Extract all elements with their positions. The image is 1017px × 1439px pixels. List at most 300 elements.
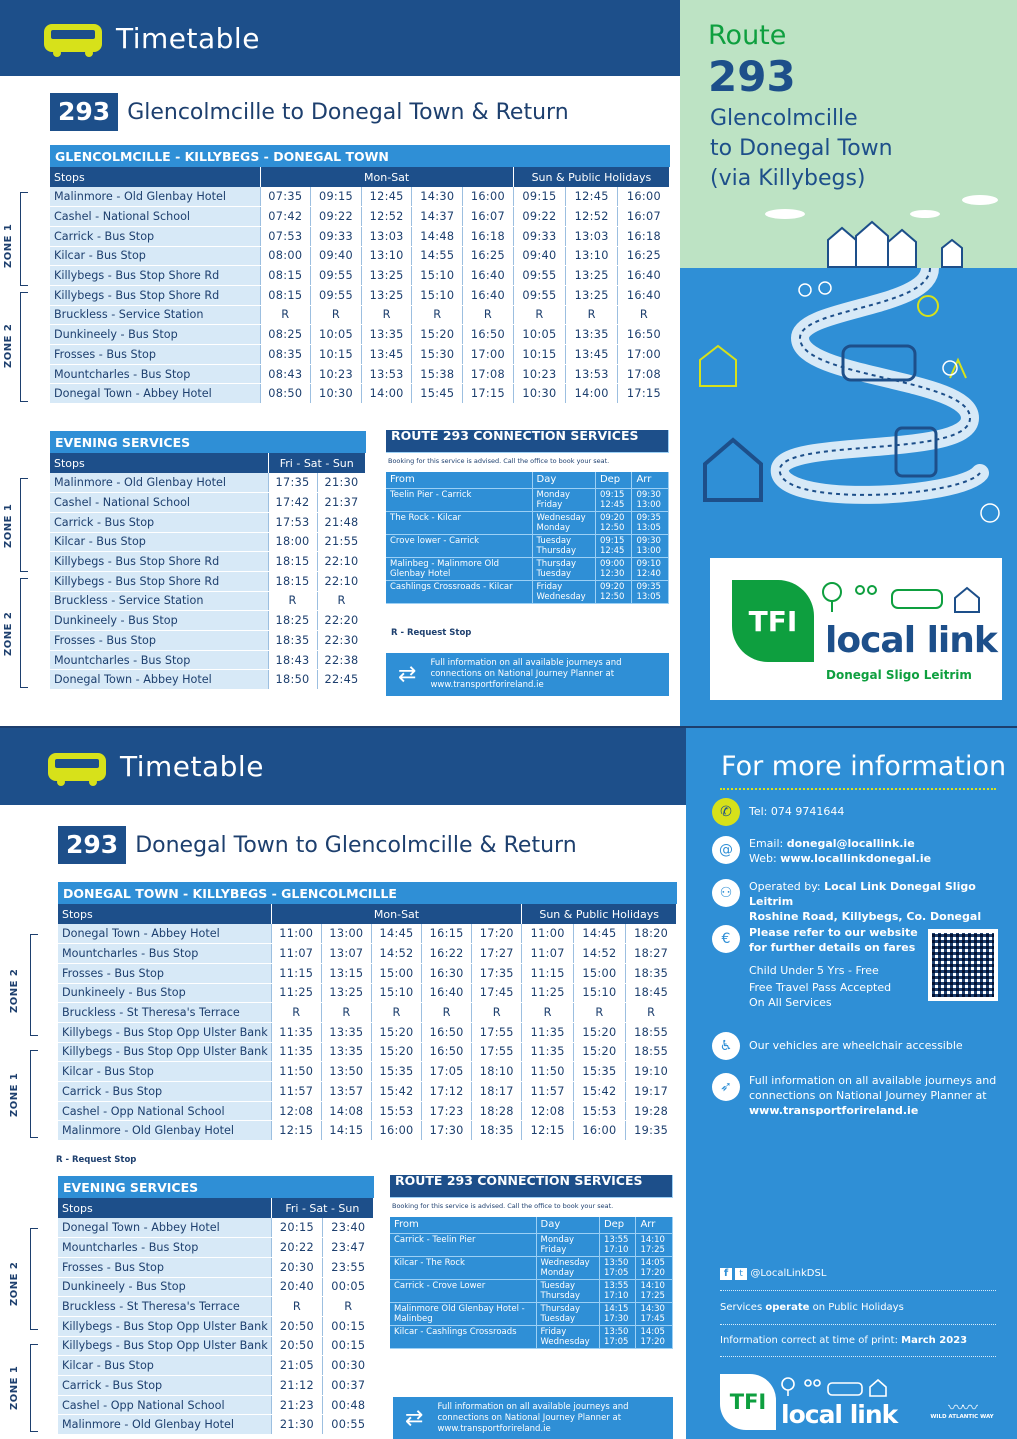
stop-name: Malinmore - Old Glenbay Hotel — [58, 1121, 271, 1141]
stop-name: Bruckless - Service Station — [50, 305, 260, 325]
table-row — [58, 1101, 677, 1121]
stop-name: Killybegs - Bus Stop Opp Ulster Bank — [58, 1022, 271, 1042]
time-cell: 11:50 — [271, 1062, 321, 1082]
stop-name: Bruckless - St Theresa's Terrace — [58, 1003, 271, 1023]
stop-name: Killybegs - Bus Stop Opp Ulster Bank — [58, 1336, 271, 1356]
zone-1-bracket — [20, 192, 28, 286]
connection-row — [390, 1280, 673, 1303]
time-cell: 14:00 — [361, 384, 412, 404]
time-cell: 00:55 — [323, 1415, 374, 1435]
time-cell: 00:30 — [323, 1356, 374, 1376]
timetable-evening — [58, 1176, 374, 1435]
time-cell: 09:22 — [311, 207, 362, 227]
connection-col: Arr — [632, 472, 669, 489]
time-cell: 13:35 — [566, 325, 618, 345]
time-cell: 23:47 — [323, 1238, 374, 1258]
time-cell: 13:25 — [566, 285, 618, 305]
time-cell: R — [317, 591, 365, 611]
divider — [720, 1324, 996, 1325]
stop-name: Donegal Town - Abbey Hotel — [58, 924, 271, 944]
table-row — [50, 532, 366, 552]
time-cell: 07:42 — [260, 207, 311, 227]
time-cell: 21:30 — [271, 1415, 322, 1435]
time-cell: 23:40 — [323, 1218, 374, 1238]
time-cell: 14:30 — [412, 187, 463, 207]
phone-icon: ✆ — [712, 798, 740, 826]
connection-cell: 13:50 17:05 — [599, 1326, 636, 1349]
time-cell: 13:25 — [361, 285, 412, 305]
time-cell: 15:38 — [412, 364, 463, 384]
table-row — [50, 591, 366, 611]
time-cell: 17:23 — [422, 1101, 472, 1121]
time-cell: 17:08 — [463, 364, 514, 384]
table-row — [50, 473, 366, 493]
time-cell: 08:25 — [260, 325, 311, 345]
time-cell: 19:10 — [625, 1062, 676, 1082]
connection-cell: Malinbeg - Malinmore Old Glenbay Hotel — [386, 558, 532, 581]
route-desc-line: (via Killybegs) — [710, 166, 866, 191]
stop-name: Kilcar - Bus Stop — [50, 246, 260, 266]
wheelchair-icon: ♿ — [712, 1032, 740, 1060]
time-cell: 22:30 — [317, 631, 365, 651]
col-group-b: Sun & Public Holidays — [522, 904, 677, 924]
bus-icon — [44, 24, 102, 52]
time-cell: 09:40 — [513, 246, 565, 266]
time-cell: 16:07 — [463, 207, 514, 227]
table-row — [50, 512, 366, 532]
time-cell: 17:55 — [472, 1022, 522, 1042]
connection-cell: Carrick - Teelin Pier — [390, 1234, 536, 1257]
zone-2-label: ZONE 2 — [3, 611, 14, 656]
time-cell: 13:25 — [566, 266, 618, 286]
arrows-icon: ⇄ — [398, 662, 417, 687]
time-cell: 17:12 — [422, 1082, 472, 1102]
table-row — [50, 670, 366, 690]
time-cell: 11:50 — [522, 1062, 574, 1082]
connection-cell: Carrick - Crove Lower — [390, 1280, 536, 1303]
brand-name: local link — [825, 620, 997, 661]
connection-cell: The Rock - Kilcar — [386, 512, 532, 535]
connection-row — [386, 535, 669, 558]
operator-row — [712, 879, 1002, 924]
time-cell: 13:45 — [566, 345, 618, 365]
time-cell: 13:53 — [361, 364, 412, 384]
time-cell: 17:53 — [268, 512, 317, 532]
connection-cell: Thursday Tuesday — [532, 558, 595, 581]
connection-row — [390, 1303, 673, 1326]
request-stop-note: R - Request Stop — [391, 628, 472, 638]
time-cell: 20:30 — [271, 1257, 322, 1277]
time-cell: 13:35 — [321, 1042, 371, 1062]
phone-row — [712, 798, 1002, 826]
stop-name: Carrick - Bus Stop — [58, 1376, 271, 1396]
stop-name: Dunkineely - Bus Stop — [50, 325, 260, 345]
time-cell: 09:40 — [311, 246, 362, 266]
twitter-icon[interactable]: t — [735, 1268, 747, 1280]
connection-cell: Wednesday Monday — [536, 1257, 599, 1280]
time-cell: 09:55 — [513, 285, 565, 305]
time-cell: 13:03 — [361, 226, 412, 246]
time-cell: 08:15 — [260, 266, 311, 286]
time-cell: R — [412, 305, 463, 325]
time-cell: R — [574, 1003, 626, 1023]
table-row — [58, 1356, 374, 1376]
time-cell: R — [625, 1003, 676, 1023]
time-cell: R — [268, 591, 317, 611]
connection-row — [386, 512, 669, 535]
zone-1-label: ZONE 1 — [3, 503, 14, 548]
connection-row — [386, 489, 669, 512]
time-cell: 18:20 — [625, 924, 676, 944]
time-cell: 14:15 — [321, 1121, 371, 1141]
time-cell: 13:50 — [321, 1062, 371, 1082]
time-cell: 16:00 — [371, 1121, 421, 1141]
time-cell: 15:00 — [574, 963, 626, 983]
route-number-badge: 293 — [50, 93, 118, 131]
connection-cell: Tuesday Thursday — [536, 1280, 599, 1303]
time-cell: 22:45 — [317, 670, 365, 690]
journey-url[interactable]: www.transportforireland.ie — [749, 1104, 919, 1117]
time-cell: 15:30 — [412, 345, 463, 365]
time-cell: 11:25 — [522, 983, 574, 1003]
travel-pass: Free Travel Pass Accepted On All Services — [749, 981, 892, 1009]
time-cell: 13:25 — [321, 983, 371, 1003]
stop-name: Carrick - Bus Stop — [58, 1082, 271, 1102]
time-cell: 10:30 — [311, 384, 362, 404]
road-illustration — [680, 268, 1017, 558]
time-cell: 10:05 — [311, 325, 362, 345]
time-cell: 20:15 — [271, 1218, 322, 1238]
time-cell: 11:57 — [271, 1082, 321, 1102]
connection-cell: 13:55 17:10 — [599, 1234, 636, 1257]
time-cell: 15:10 — [412, 266, 463, 286]
time-cell: 18:45 — [625, 983, 676, 1003]
table-row — [58, 1218, 374, 1238]
time-cell: 19:28 — [625, 1101, 676, 1121]
time-cell: 17:00 — [463, 345, 514, 365]
route-title — [50, 93, 569, 131]
table-row — [58, 1022, 677, 1042]
time-cell: 15:35 — [574, 1062, 626, 1082]
connection-row — [386, 581, 669, 604]
table-row — [58, 1062, 677, 1082]
time-cell: 13:57 — [321, 1082, 371, 1102]
connection-row — [390, 1326, 673, 1349]
stop-name: Mountcharles - Bus Stop — [58, 1238, 271, 1258]
time-cell: 18:35 — [268, 631, 317, 651]
time-cell: R — [463, 305, 514, 325]
time-cell: 16:00 — [463, 187, 514, 207]
connection-cell: Friday Wednesday — [532, 581, 595, 604]
time-cell: 11:07 — [271, 944, 321, 964]
connection-row — [390, 1234, 673, 1257]
time-cell: 15:53 — [371, 1101, 421, 1121]
table-row — [58, 1277, 374, 1297]
connection-col: Dep — [595, 472, 632, 489]
col-group-a: Fri - Sat - Sun — [268, 453, 366, 473]
time-cell: 17:15 — [618, 384, 670, 404]
time-cell: 15:20 — [412, 325, 463, 345]
table-row — [58, 1415, 374, 1435]
connection-cell: 09:00 12:30 — [595, 558, 632, 581]
email-icon: @ — [712, 836, 740, 864]
zone-1-bracket — [30, 1344, 38, 1432]
wheelchair-text: Our vehicles are wheelchair accessible — [749, 1039, 963, 1052]
time-cell: 13:10 — [566, 246, 618, 266]
time-cell: 12:52 — [361, 207, 412, 227]
time-cell: 17:08 — [618, 364, 670, 384]
table-caption: DONEGAL TOWN - KILLYBEGS - GLENCOLMCILLE — [58, 882, 677, 904]
stop-name: Kilcar - Bus Stop — [58, 1356, 271, 1376]
time-cell: R — [566, 305, 618, 325]
connection-cell: Crove lower - Carrick — [386, 535, 532, 558]
time-cell: 11:15 — [522, 963, 574, 983]
route-title-text: Donegal Town to Glencolmcille & Return — [135, 832, 577, 858]
time-cell: 15:20 — [574, 1042, 626, 1062]
time-cell: 09:55 — [513, 266, 565, 286]
time-cell: 18:28 — [472, 1101, 522, 1121]
time-cell: 10:15 — [311, 345, 362, 365]
time-cell: R — [422, 1003, 472, 1023]
journey-planner-info: ⇄ Full information on all available journeys and connections on National Journey Planner at www.transportforireland.ie — [386, 653, 669, 696]
connection-cell: 09:35 13:05 — [632, 512, 669, 535]
time-cell: 00:48 — [323, 1395, 374, 1415]
route-title — [58, 826, 577, 864]
time-cell: 11:15 — [271, 963, 321, 983]
operator-label: Operated by: — [749, 880, 825, 893]
time-cell: 15:35 — [371, 1062, 421, 1082]
connection-col: From — [386, 472, 532, 489]
time-cell: 18:55 — [625, 1042, 676, 1062]
time-cell: R — [323, 1297, 374, 1317]
route-number-badge: 293 — [58, 826, 126, 864]
euro-icon: € — [712, 925, 740, 953]
connection-cell: 14:10 17:25 — [636, 1280, 673, 1303]
table-row — [58, 1042, 677, 1062]
tfi-logo: TFI — [732, 580, 814, 662]
connection-cell: 09:20 12:50 — [595, 581, 632, 604]
time-cell: R — [361, 305, 412, 325]
holidays-note — [720, 1302, 904, 1313]
stop-name: Killybegs - Bus Stop Shore Rd — [50, 571, 268, 591]
fares-text: Please refer to our website for further details on fares — [749, 926, 918, 954]
table-row — [58, 1082, 677, 1102]
stop-name: Donegal Town - Abbey Hotel — [58, 1218, 271, 1238]
time-cell: 12:08 — [522, 1101, 574, 1121]
title-underline — [720, 788, 996, 790]
home-icon — [705, 440, 761, 500]
connection-cell: 13:55 17:10 — [599, 1280, 636, 1303]
stop-name: Killybegs - Bus Stop Shore Rd — [50, 552, 268, 572]
time-cell: 22:10 — [317, 552, 365, 572]
stop-name: Killybegs - Bus Stop Opp Ulster Bank — [58, 1316, 271, 1336]
table-row — [50, 650, 366, 670]
phone-number[interactable]: Tel: 074 9741644 — [749, 805, 845, 818]
route-desc-line: Glencolmcille — [710, 106, 858, 131]
time-cell: 16:40 — [463, 266, 514, 286]
route-title-text: Glencolmcille to Donegal Town & Return — [127, 99, 569, 125]
time-cell: 17:35 — [472, 963, 522, 983]
zone-1-bracket — [30, 1050, 38, 1138]
journey-icon: ➶ — [712, 1073, 740, 1101]
table-row — [58, 1316, 374, 1336]
stop-name: Carrick - Bus Stop — [50, 226, 260, 246]
time-cell: R — [260, 305, 311, 325]
time-cell: 13:03 — [566, 226, 618, 246]
time-cell: 13:25 — [361, 266, 412, 286]
zone-1-bracket — [20, 478, 28, 572]
table-row — [58, 963, 677, 983]
time-cell: 14:45 — [574, 924, 626, 944]
time-cell: 16:40 — [618, 285, 670, 305]
time-cell: 12:08 — [271, 1101, 321, 1121]
time-cell: 12:15 — [522, 1121, 574, 1141]
col-group-a: Mon-Sat — [260, 167, 513, 187]
connection-services — [386, 430, 669, 604]
time-cell: 08:50 — [260, 384, 311, 404]
time-cell: 22:20 — [317, 611, 365, 631]
table-row — [50, 207, 670, 227]
stop-name: Killybegs - Bus Stop Opp Ulster Bank — [58, 1042, 271, 1062]
time-cell: 20:50 — [271, 1336, 322, 1356]
web-link[interactable]: www.locallinkdonegal.ie — [780, 852, 932, 865]
time-cell: 16:18 — [463, 226, 514, 246]
time-cell: 16:22 — [422, 944, 472, 964]
table-row — [58, 1395, 374, 1415]
time-cell: 14:37 — [412, 207, 463, 227]
time-cell: 18:50 — [268, 670, 317, 690]
time-cell: 17:55 — [472, 1042, 522, 1062]
time-cell: 11:35 — [271, 1042, 321, 1062]
header-title: Timetable — [120, 750, 264, 783]
time-cell: 15:20 — [371, 1042, 421, 1062]
stop-name: Dunkineely - Bus Stop — [58, 983, 271, 1003]
stop-name: Malinmore - Old Glenbay Hotel — [50, 473, 268, 493]
table-row — [50, 266, 670, 286]
time-cell: 18:43 — [268, 650, 317, 670]
facebook-icon[interactable]: f — [720, 1268, 732, 1280]
time-cell: 14:55 — [412, 246, 463, 266]
child-fare: Child Under 5 Yrs - Free — [749, 964, 879, 977]
time-cell: 13:53 — [566, 364, 618, 384]
route-label: Route — [708, 20, 787, 51]
social-row — [720, 1268, 826, 1280]
table-row — [58, 1376, 374, 1396]
connection-cell: 14:10 17:25 — [636, 1234, 673, 1257]
time-cell: 13:07 — [321, 944, 371, 964]
time-cell: 20:22 — [271, 1238, 322, 1258]
time-cell: 17:35 — [268, 473, 317, 493]
connection-cell: 09:15 12:45 — [595, 535, 632, 558]
table-row — [50, 552, 366, 572]
brand-name: local link — [781, 1400, 898, 1429]
time-cell: 00:15 — [323, 1336, 374, 1356]
table-caption: EVENING SERVICES — [50, 431, 366, 453]
time-cell: 21:48 — [317, 512, 365, 532]
time-cell: 00:37 — [323, 1376, 374, 1396]
time-cell: 08:15 — [260, 285, 311, 305]
stop-name: Cashel - National School — [50, 493, 268, 513]
locallink-icons — [780, 1376, 890, 1398]
stop-name: Killybegs - Bus Stop Shore Rd — [50, 266, 260, 286]
route-number: 293 — [708, 52, 796, 101]
time-cell: R — [321, 1003, 371, 1023]
time-cell: 18:10 — [472, 1062, 522, 1082]
time-cell: 16:30 — [422, 963, 472, 983]
stop-name: Frosses - Bus Stop — [58, 1257, 271, 1277]
social-handle[interactable]: @LocalLinkDSL — [750, 1268, 827, 1279]
time-cell: 16:18 — [618, 226, 670, 246]
region-name: Donegal Sligo Leitrim — [826, 668, 972, 682]
info-title: For more information — [721, 751, 1007, 782]
journey-planner-row — [712, 1073, 1002, 1118]
time-cell: 12:45 — [566, 187, 618, 207]
connection-cell: 14:05 17:20 — [636, 1326, 673, 1349]
timetable-main — [58, 882, 677, 1141]
time-cell: 19:17 — [625, 1082, 676, 1102]
time-cell: 10:30 — [513, 384, 565, 404]
timetable-evening — [50, 431, 366, 690]
table-caption: GLENCOLMCILLE - KILLYBEGS - DONEGAL TOWN — [50, 145, 670, 167]
time-cell: 00:15 — [323, 1316, 374, 1336]
connection-cell: Thursday Tuesday — [536, 1303, 599, 1326]
stop-name: Bruckless - Service Station — [50, 591, 268, 611]
table-row — [58, 1257, 374, 1277]
time-cell: 18:25 — [268, 611, 317, 631]
timetable-main — [50, 145, 670, 404]
connection-cell: 14:15 17:30 — [599, 1303, 636, 1326]
table-row — [58, 1336, 374, 1356]
connection-row — [386, 558, 669, 581]
time-cell: 14:45 — [371, 924, 421, 944]
connection-cell: Monday Friday — [532, 489, 595, 512]
time-cell: 13:00 — [321, 924, 371, 944]
print-date-note — [720, 1335, 967, 1346]
time-cell: 09:55 — [311, 266, 362, 286]
table-caption: EVENING SERVICES — [58, 1176, 374, 1198]
time-cell: 21:37 — [317, 493, 365, 513]
time-cell: R — [513, 305, 565, 325]
time-cell: 19:35 — [625, 1121, 676, 1141]
time-cell: 12:52 — [566, 207, 618, 227]
time-cell: 16:40 — [618, 266, 670, 286]
connection-cell: Wednesday Monday — [532, 512, 595, 535]
divider — [720, 1356, 996, 1357]
stop-name: Mountcharles - Bus Stop — [50, 364, 260, 384]
operator-name: Local Link Donegal Sligo Leitrim — [749, 880, 976, 908]
waw-text: WILD ATLANTIC WAY — [930, 1414, 994, 1420]
table-row — [58, 1003, 677, 1023]
time-cell: 21:55 — [317, 532, 365, 552]
time-cell: 16:00 — [618, 187, 670, 207]
time-cell: 18:15 — [268, 571, 317, 591]
route-panel — [680, 0, 1017, 268]
qr-code[interactable] — [928, 929, 998, 1001]
table-row — [50, 246, 670, 266]
bus-icon — [48, 753, 106, 781]
time-cell: 15:00 — [371, 963, 421, 983]
time-cell: 15:42 — [371, 1082, 421, 1102]
table-row — [50, 631, 366, 651]
stop-name: Mountcharles - Bus Stop — [50, 650, 268, 670]
time-cell: 00:05 — [323, 1277, 374, 1297]
time-cell: 22:10 — [317, 571, 365, 591]
time-cell: 15:45 — [412, 384, 463, 404]
time-cell: 18:35 — [625, 963, 676, 983]
time-cell: 16:00 — [574, 1121, 626, 1141]
email-link[interactable]: donegal@locallink.ie — [786, 837, 915, 850]
table-row — [58, 1238, 374, 1258]
